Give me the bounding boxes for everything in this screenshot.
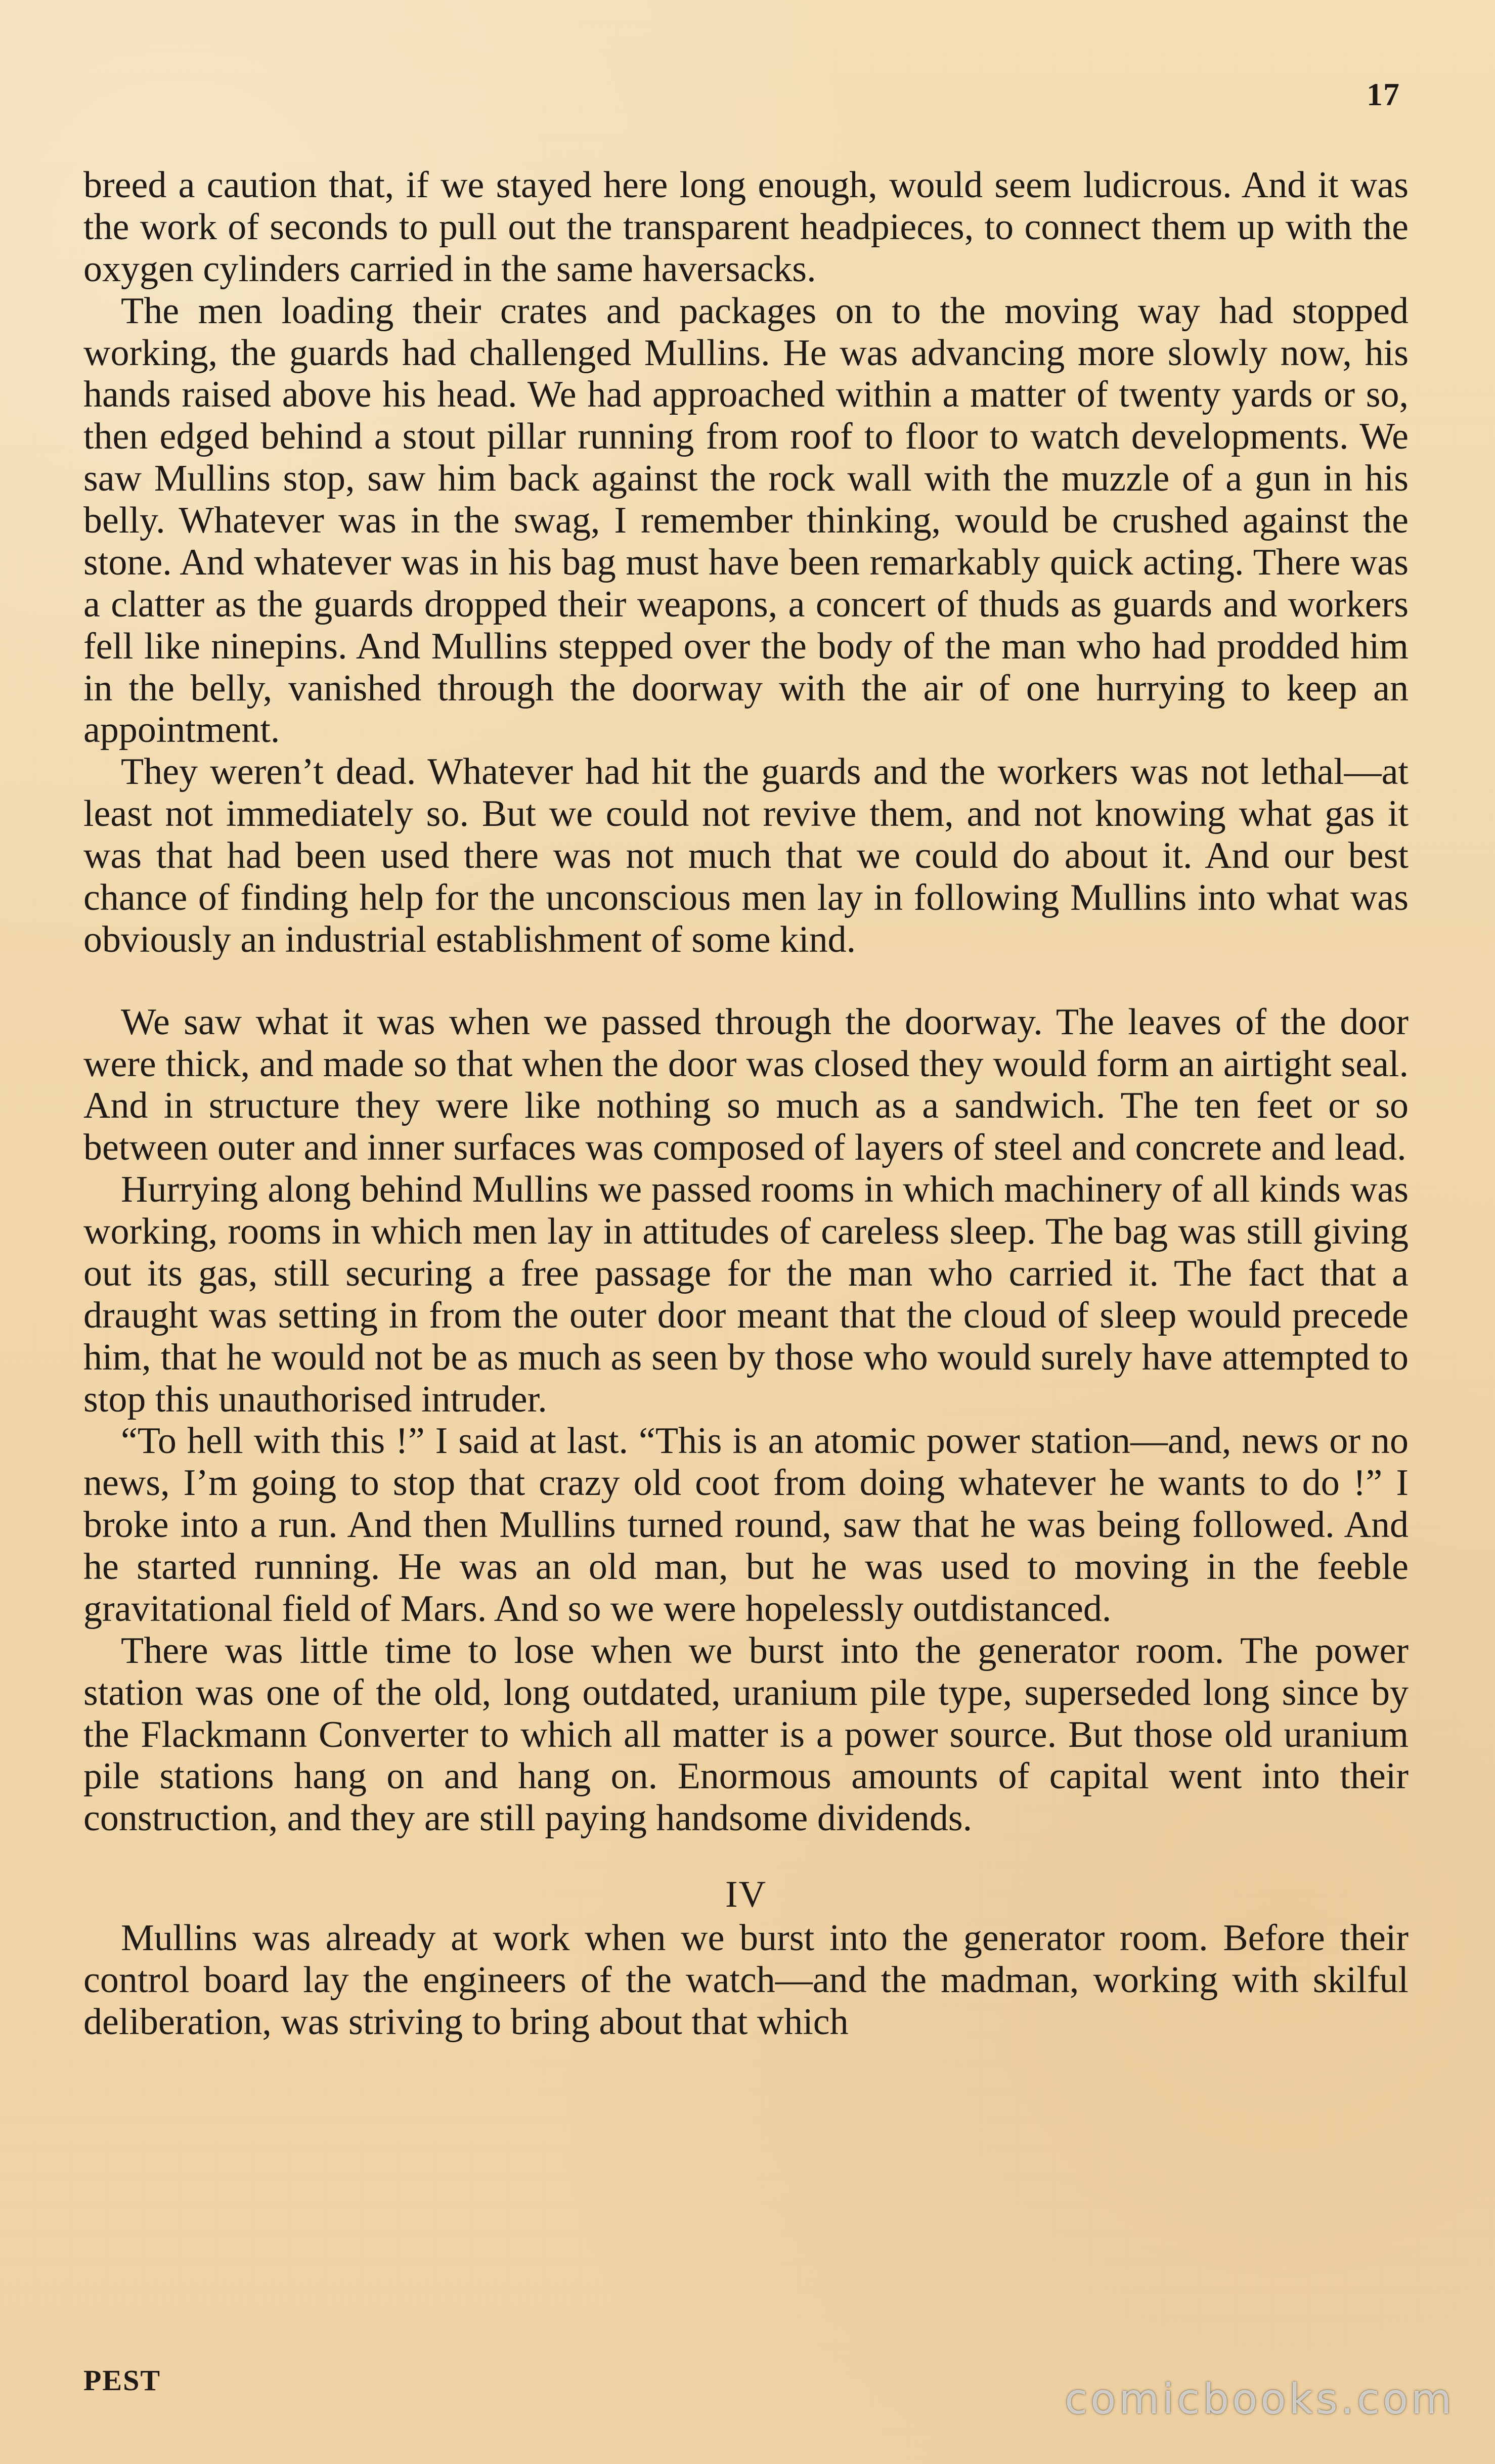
document-content: [83, 164, 1409, 2043]
paragraph-2: The men loading their crates and packages on to the moving way had stopped working, the guards had challenged Mullins. He was advancing more slowly now, his hands raised above his head. We had approached within a matter of twenty yards or so, then edged behind a stout pillar running from roof to floor to watch developments. We saw Mullins stop, saw him back against the rock wall with the muzzle of a gun in his belly. Whatever was in the swag, I remember thinking, would be crushed against the stone. And whatever was in his bag must have been remarkably quick acting. There was a clatter as the guards dropped their weapons, a concert of thuds as guards and workers fell like ninepins. And Mullins stepped over the body of the man who had prodded him in the belly, vanished through the doorway with the air of one hurrying to keep an appointment.: [83, 290, 1409, 751]
paragraph-7: There was little time to lose when we burst into the generator room. The power station was one of the old, long outdated, uranium pile type, superseded long since by the Flackmann Converter to which all matter is a power source. But those old uranium pile stations hang on and hang on. Enormous amounts of capital went into their construction, and they are still paying handsome dividends.: [83, 1630, 1409, 1839]
paragraph-1: breed a caution that, if we stayed here long enough, would seem ludicrous. And it was the work of seconds to pull out the transparent headpieces, to connect them up with the oxygen cylinders carried in the same haversacks.: [83, 164, 1409, 290]
paragraph-5: Hurrying along behind Mullins we passed rooms in which machinery of all kinds was working, rooms in which men lay in attitudes of careless sleep. The bag was still giving out its gas, still securing a free passage for the man who carried it. The fact that a draught was setting in from the outer door meant that the cloud of sleep would precede him, that he would not be as much as seen by those who would surely have attempted to stop this unauthorised intruder.: [83, 1169, 1409, 1420]
paragraph-6: “To hell with this !” I said at last. “This is an atomic power station—and, news or no news, I’m going to stop that crazy old coot from doing whatever he wants to do !” I broke into a run. And then Mullins turned round, saw that he was being followed. And he started running. He was an old man, but he was used to moving in the feeble gravitational field of Mars. And so we were hopelessly outdistanced.: [83, 1420, 1409, 1630]
footer-title: PEST: [83, 2364, 161, 2397]
section-break-space: [83, 961, 1409, 1001]
paragraph-4: We saw what it was when we passed through the doorway. The leaves of the door were thick, and made so that when the door was closed they would form an airtight seal. And in structure they were like nothing so much as a sandwich. The ten feet or so between outer and inner surfaces was composed of layers of steel and concrete and lead.: [83, 1001, 1409, 1169]
chapter-heading: IV: [725, 1874, 767, 1916]
paragraph-3: They weren’t dead. Whatever had hit the guards and the workers was not lethal—at least not immediately so. But we could not revive them, and not knowing what gas it was that had been used there was not much that we could do about it. And our best chance of finding help for the unconscious men lay in following Mullins into what was obviously an industrial establishment of some kind.: [83, 751, 1409, 960]
page-number: 17: [1367, 76, 1400, 112]
watermark: comicbooks.com: [1065, 2375, 1455, 2424]
chapter-paragraph: Mullins was already at work when we burst into the generator room. Before their control board lay the engineers of the watch—and the madman, working with skilful deliberation, was striving to bring about that which: [83, 1917, 1409, 2043]
